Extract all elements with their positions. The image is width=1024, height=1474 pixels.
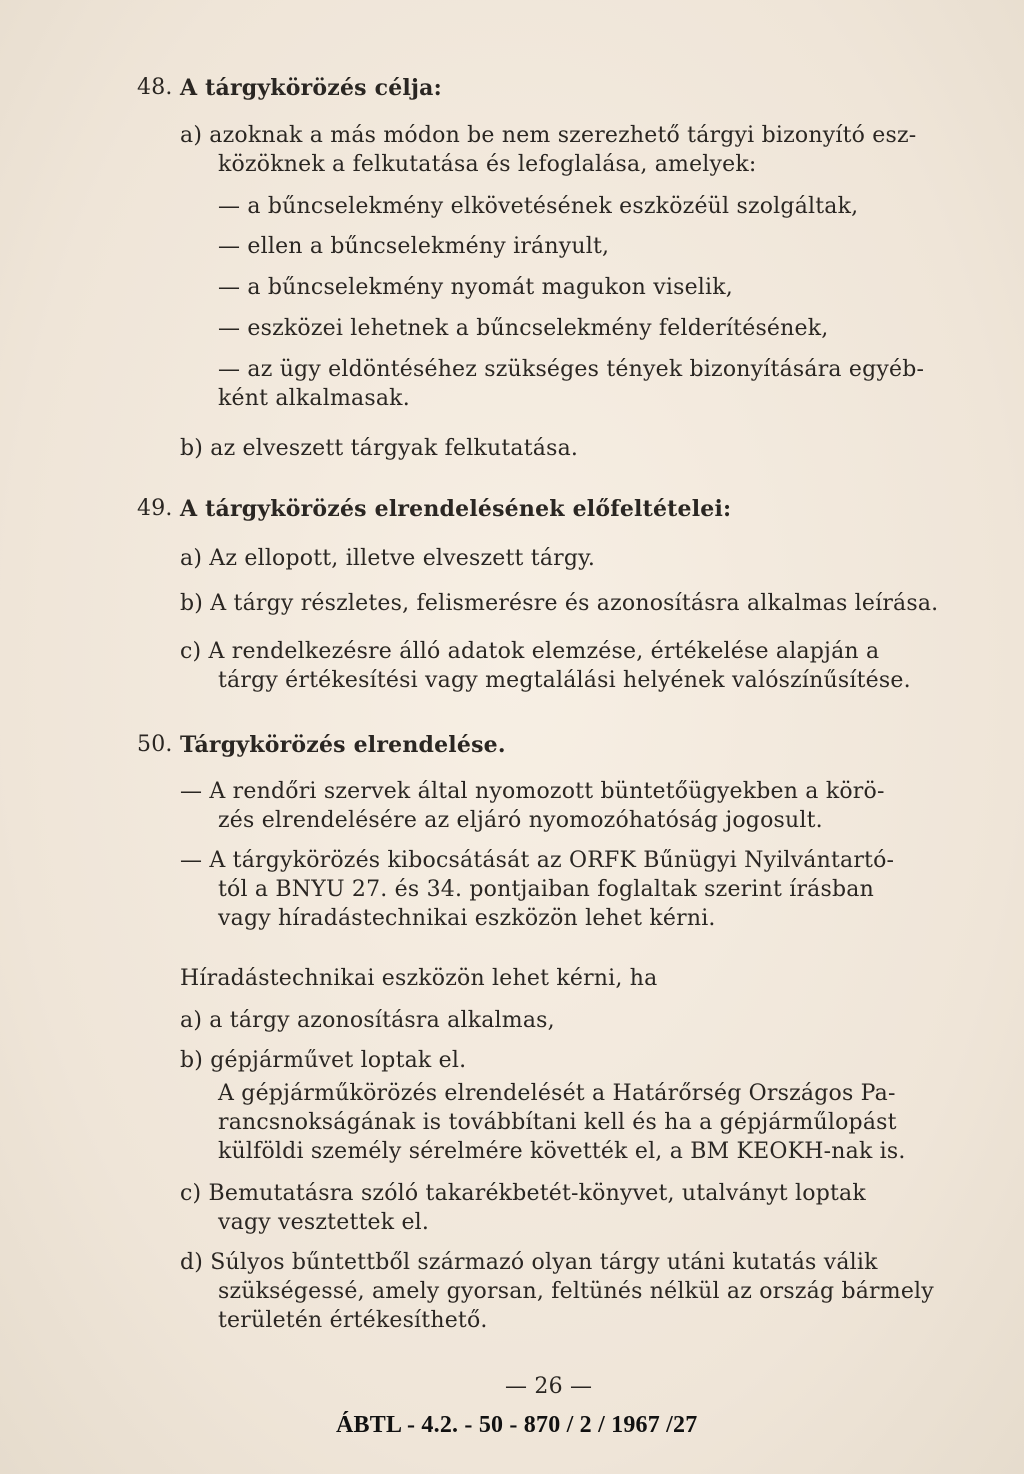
section-50-heading: Tárgykörözés elrendelése. bbox=[180, 732, 506, 758]
section-48-line-9: b) az elveszett tárgyak felkutatása. bbox=[180, 436, 579, 461]
section-50-line-16: területén értékesíthető. bbox=[218, 1308, 488, 1333]
section-50-line-2: zés elrendelésére az eljáró nyomozóhatóság jogosult. bbox=[218, 808, 823, 833]
section-49-line-2: b) A tárgy részletes, felismerésre és azonosításra alkalmas leírása. bbox=[180, 591, 939, 616]
section-48-line-4: — ellen a bűncselekmény irányult, bbox=[218, 234, 610, 259]
section-50-line-12: c) Bemutatásra szóló takarékbetét-könyvet, utalványt loptak bbox=[180, 1181, 866, 1206]
section-49-heading: A tárgykörözés elrendelésének előfeltételei: bbox=[180, 496, 732, 522]
archive-reference: ÁBTL - 4.2. - 50 - 870 / 2 / 1967 /27 bbox=[336, 1412, 698, 1438]
section-50-line-10: rancsnokságának is továbbítani kell és ha a gépjárműlopást bbox=[218, 1110, 897, 1135]
page-number: — 26 — bbox=[505, 1374, 593, 1399]
section-50-line-9: A gépjárműkörözés elrendelését a Határőrség Országos Pa- bbox=[218, 1081, 896, 1106]
section-48-line-3: — a bűncselekmény elkövetésének eszközéül szolgáltak, bbox=[218, 194, 859, 219]
section-50-line-13: vagy vesztettek el. bbox=[218, 1210, 430, 1235]
section-50-number: 50. bbox=[137, 732, 173, 757]
section-50-line-6: Híradástechnikai eszközön lehet kérni, ha bbox=[180, 966, 658, 991]
section-48-line-8: ként alkalmasak. bbox=[218, 386, 410, 411]
section-49-line-1: a) Az ellopott, illetve elveszett tárgy. bbox=[180, 546, 596, 571]
section-50-line-15: szükségessé, amely gyorsan, feltünés nélkül az ország bármely bbox=[218, 1279, 934, 1304]
section-48-heading: A tárgykörözés célja: bbox=[180, 75, 442, 101]
section-48-line-1: a) azoknak a más módon be nem szerezhető tárgyi bizonyító esz- bbox=[180, 123, 917, 148]
section-48-number: 48. bbox=[137, 75, 173, 100]
section-50-line-3: — A tárgykörözés kibocsátását az ORFK Bűnügyi Nyilvántartó- bbox=[180, 848, 895, 873]
section-49-line-3: c) A rendelkezésre álló adatok elemzése, értékelése alapján a bbox=[180, 639, 880, 664]
section-50-line-1: — A rendőri szervek által nyomozott büntetőügyekben a körö- bbox=[180, 779, 885, 804]
section-50-line-4: tól a BNYU 27. és 34. pontjaiban foglaltak szerint írásban bbox=[218, 877, 874, 902]
section-50-line-14: d) Súlyos bűntettből származó olyan tárgy utáni kutatás válik bbox=[180, 1250, 878, 1275]
section-48-line-7: — az ügy eldöntéséhez szükséges tények bizonyítására egyéb- bbox=[218, 357, 925, 382]
section-48-line-2: közöknek a felkutatása és lefoglalása, amelyek: bbox=[218, 152, 757, 177]
section-48-line-5: — a bűncselekmény nyomát magukon viselik, bbox=[218, 275, 734, 300]
section-48-line-6: — eszközei lehetnek a bűncselekmény felderítésének, bbox=[218, 316, 829, 341]
section-50-line-7: a) a tárgy azonosításra alkalmas, bbox=[180, 1008, 555, 1033]
section-49-number: 49. bbox=[137, 496, 173, 521]
section-50-line-5: vagy híradástechnikai eszközön lehet kérni. bbox=[218, 906, 716, 931]
section-49-line-4: tárgy értékesítési vagy megtalálási helyének valószínűsítése. bbox=[218, 668, 911, 693]
section-50-line-11: külföldi személy sérelmére követték el, a BM KEOKH-nak is. bbox=[218, 1139, 906, 1164]
section-50-line-8: b) gépjárművet loptak el. bbox=[180, 1048, 467, 1073]
